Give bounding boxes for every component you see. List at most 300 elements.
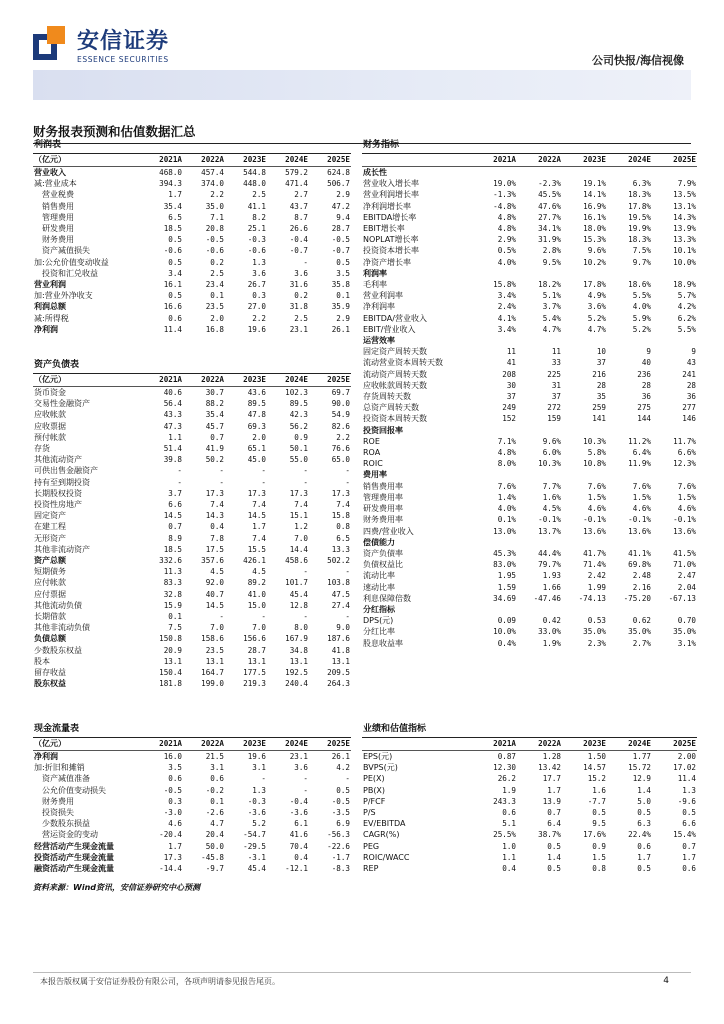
value-cell: 18.0%	[583, 224, 606, 234]
table-row	[33, 301, 351, 312]
subsection-header: 费用率	[363, 470, 387, 480]
value-cell: 83.0%	[493, 560, 516, 570]
value-cell: 0.2	[294, 291, 308, 301]
year-header: 2025E	[309, 154, 351, 167]
value-cell: 45.0	[247, 455, 266, 465]
value-cell: 272	[547, 403, 561, 413]
empty-cell	[562, 268, 607, 279]
row-label: PB(X)	[363, 785, 386, 795]
table-row	[362, 773, 697, 784]
value-cell: 25.5%	[493, 830, 516, 840]
value-cell: 1.6%	[542, 492, 561, 502]
financial-ratios-table	[362, 139, 697, 649]
table-row	[33, 555, 351, 566]
value-cell: 11.4	[163, 324, 182, 334]
value-cell: 0.5	[168, 235, 182, 245]
row-label: 负债总额	[34, 634, 66, 644]
value-cell: -	[303, 477, 308, 487]
value-cell: 35.9	[331, 302, 350, 312]
value-cell: 31	[551, 380, 561, 390]
unit-label: （亿元）	[33, 374, 141, 387]
value-cell: 1.59	[497, 582, 516, 592]
value-cell: 39.8	[163, 455, 182, 465]
value-cell: 12.9	[632, 774, 651, 784]
value-cell: 7.6%	[497, 481, 516, 491]
row-label: 净利润率	[363, 302, 395, 312]
row-label: 营业收入	[34, 168, 66, 177]
value-cell: -	[261, 774, 266, 784]
year-header: 2023E	[562, 154, 607, 167]
value-cell: 13.1	[163, 656, 182, 666]
value-cell: 16.8	[205, 324, 224, 334]
value-cell: 43.3	[163, 410, 182, 420]
value-cell: 0.7	[547, 808, 561, 818]
value-cell: 17.3	[331, 488, 350, 498]
value-cell: -22.6	[327, 841, 350, 851]
value-cell: 146	[682, 414, 696, 424]
value-cell: 3.1%	[677, 638, 696, 648]
value-cell: -75.20	[623, 593, 651, 603]
table-row	[33, 566, 351, 577]
empty-cell	[607, 537, 652, 548]
value-cell: -0.2	[205, 785, 224, 795]
value-cell: 0.9	[294, 432, 308, 442]
value-cell: 0.5	[547, 841, 561, 851]
table-row	[33, 622, 351, 633]
value-cell: 7.9%	[677, 179, 696, 189]
value-cell: 6.5	[168, 212, 182, 222]
value-cell: 2.5	[210, 268, 224, 278]
value-cell: 13.5%	[673, 190, 696, 200]
value-cell: 471.4	[285, 179, 308, 189]
value-cell: 34.1%	[538, 224, 561, 234]
value-cell: 11.7%	[673, 436, 696, 446]
value-cell: 144	[637, 414, 651, 424]
value-cell: 40.6	[163, 388, 182, 397]
value-cell: 1.5%	[632, 492, 651, 502]
value-cell: -0.5	[331, 796, 350, 806]
row-label: 预付帐款	[34, 432, 66, 442]
table-row	[33, 773, 351, 784]
value-cell: 19.6	[247, 752, 266, 761]
empty-cell	[472, 167, 517, 179]
value-cell: 1.5%	[677, 492, 696, 502]
value-cell: 0.5	[336, 257, 350, 267]
empty-cell	[652, 268, 697, 279]
row-label: 投资活动产生现金流量	[34, 852, 114, 862]
value-cell: 65.0	[331, 455, 350, 465]
row-label: 总资产周转天数	[363, 403, 419, 413]
value-cell: 35.8	[331, 280, 350, 290]
value-cell: 357.6	[201, 556, 224, 566]
column-header-row	[33, 154, 351, 167]
value-cell: 11.2%	[628, 436, 651, 446]
value-cell: 3.6%	[587, 302, 606, 312]
table-row	[33, 807, 351, 818]
table-row	[33, 499, 351, 510]
value-cell: -0.7	[289, 246, 308, 256]
table-row	[362, 852, 697, 863]
value-cell: 82.6	[331, 421, 350, 431]
value-cell: 275	[637, 403, 651, 413]
table-row	[33, 510, 351, 521]
value-cell: 42.3	[289, 410, 308, 420]
value-cell: 45.7	[205, 421, 224, 431]
year-header: 2022A	[183, 374, 225, 387]
row-label: 毛利率	[363, 280, 387, 290]
value-cell: 65.1	[247, 444, 266, 454]
value-cell: 0.7	[168, 522, 182, 532]
row-label: EBIT增长率	[363, 224, 405, 234]
value-cell: -12.1	[285, 864, 308, 874]
table-row	[362, 257, 697, 268]
value-cell: 7.0	[294, 533, 308, 543]
value-cell: 0.5	[168, 257, 182, 267]
section-title-row	[33, 139, 351, 154]
row-label: 应付帐款	[34, 578, 66, 588]
year-header: 2022A	[517, 738, 562, 751]
value-cell: 23.5	[205, 645, 224, 655]
value-cell: 50.0	[205, 841, 224, 851]
value-cell: 26.1	[331, 752, 350, 761]
value-cell: 219.3	[243, 679, 266, 689]
value-cell: 23.5	[205, 302, 224, 312]
value-cell: -0.3	[247, 796, 266, 806]
value-cell: 0.5	[592, 808, 606, 818]
row-label: 投资和汇兑收益	[34, 268, 98, 278]
value-cell: 13.3	[331, 544, 350, 554]
value-cell: 9.5%	[542, 257, 561, 267]
column-header-row	[33, 374, 351, 387]
year-header: 2021A	[472, 154, 517, 167]
value-cell: 0.42	[542, 616, 561, 626]
value-cell: 13.6%	[583, 526, 606, 536]
table-row	[33, 678, 351, 689]
value-cell: 14.3%	[673, 212, 696, 222]
value-cell: -	[345, 567, 350, 577]
value-cell: 35.0%	[673, 627, 696, 637]
value-cell: 4.6	[168, 819, 182, 829]
value-cell: 5.5%	[632, 291, 651, 301]
value-cell: 7.6%	[677, 481, 696, 491]
row-label: 营业利润率	[363, 291, 403, 301]
value-cell: 7.1%	[497, 436, 516, 446]
value-cell: 13.7%	[538, 526, 561, 536]
value-cell: -3.0	[163, 808, 182, 818]
value-cell: 15.3%	[583, 235, 606, 245]
table-row	[362, 189, 697, 200]
value-cell: 19.0%	[493, 179, 516, 189]
row-label: 股息收益率	[363, 638, 403, 648]
row-label: 投资资本增长率	[363, 246, 419, 256]
table-row	[362, 841, 697, 852]
value-cell: 7.5	[168, 623, 182, 633]
value-cell: 0.7	[682, 841, 696, 851]
empty-cell	[652, 425, 697, 436]
value-cell: 241	[682, 369, 696, 379]
row-label: 其他非流动资产	[34, 544, 90, 554]
row-label: 应收票据	[34, 421, 66, 431]
value-cell: 3.5	[336, 268, 350, 278]
value-cell: 13.1%	[673, 201, 696, 211]
year-header: 2023E	[225, 738, 267, 751]
row-label: 应收帐款周转天数	[363, 380, 427, 390]
table-row	[33, 189, 351, 200]
value-cell: 5.5%	[677, 324, 696, 334]
value-cell: 13.6%	[628, 526, 651, 536]
value-cell: 33	[551, 358, 561, 368]
value-cell: -0.1%	[583, 515, 606, 525]
value-cell: 19.5%	[628, 212, 651, 222]
value-cell: 28	[686, 380, 696, 390]
row-label: ROIC/WACC	[363, 852, 410, 862]
row-label: 净利润增长率	[363, 201, 411, 211]
empty-cell	[652, 469, 697, 480]
value-cell: 6.9	[336, 819, 350, 829]
value-cell: 37	[596, 358, 606, 368]
empty-cell	[472, 604, 517, 615]
section-title-row	[33, 723, 351, 738]
row-label: 流动比率	[363, 571, 395, 581]
subsection-row	[362, 268, 697, 279]
row-label: 四费/营业收入	[363, 526, 414, 536]
value-cell: 0.1	[210, 291, 224, 301]
value-cell: 3.4%	[497, 291, 516, 301]
value-cell: 0.5	[547, 864, 561, 874]
value-cell: 56.4	[163, 399, 182, 409]
value-cell: 18.9%	[673, 280, 696, 290]
value-cell: -	[303, 567, 308, 577]
year-header: 2022A	[517, 154, 562, 167]
year-header: 2024E	[267, 154, 309, 167]
value-cell: 35.0	[205, 201, 224, 211]
value-cell: 17.7	[542, 774, 561, 784]
value-cell: -3.6	[289, 808, 308, 818]
value-cell: 7.4	[252, 500, 266, 510]
value-cell: -	[345, 466, 350, 476]
value-cell: -0.1%	[538, 515, 561, 525]
value-cell: 1.5%	[587, 492, 606, 502]
value-cell: 579.2	[285, 168, 308, 177]
value-cell: 3.6	[294, 763, 308, 773]
value-cell: -	[303, 612, 308, 622]
empty-cell	[517, 425, 562, 436]
value-cell: -3.5	[331, 808, 350, 818]
value-cell: 9.6%	[542, 436, 561, 446]
value-cell: 249	[502, 403, 516, 413]
value-cell: 3.6	[252, 268, 266, 278]
value-cell: 31.6	[289, 280, 308, 290]
value-cell: 8.0	[294, 623, 308, 633]
value-cell: 3.4%	[497, 324, 516, 334]
value-cell: 36	[686, 392, 696, 402]
value-cell: 156.6	[243, 634, 266, 644]
value-cell: 23.1	[289, 324, 308, 334]
table-row	[362, 615, 697, 626]
value-cell: -0.7	[331, 246, 350, 256]
value-cell: 33.0%	[538, 627, 561, 637]
table-row	[362, 313, 697, 324]
value-cell: 0.4%	[497, 638, 516, 648]
value-cell: 15.8	[331, 511, 350, 521]
value-cell: 41.9	[205, 444, 224, 454]
value-cell: -20.4	[159, 830, 182, 840]
row-label: 应收帐款	[34, 410, 66, 420]
value-cell: 30.7	[205, 388, 224, 397]
value-cell: 14.5	[163, 511, 182, 521]
value-cell: 177.5	[243, 668, 266, 678]
table-row	[33, 432, 351, 443]
value-cell: 40.7	[205, 589, 224, 599]
table-row	[362, 503, 697, 514]
value-cell: -0.4	[289, 796, 308, 806]
table-row	[33, 398, 351, 409]
value-cell: 92.0	[205, 578, 224, 588]
value-cell: 4.6%	[677, 504, 696, 514]
value-cell: 4.6%	[632, 504, 651, 514]
value-cell: 41	[506, 358, 516, 368]
value-cell: 15.2	[587, 774, 606, 784]
value-cell: 41.7%	[583, 548, 606, 558]
value-cell: 8.9	[168, 533, 182, 543]
value-cell: 12.30	[493, 763, 516, 773]
row-label: 减:所得税	[34, 313, 69, 323]
value-cell: 6.3	[637, 819, 651, 829]
row-label: 投资资本周转天数	[363, 414, 427, 424]
table-row	[33, 751, 351, 763]
table-row	[362, 178, 697, 189]
value-cell: 50.1	[289, 444, 308, 454]
value-cell: -1.3%	[493, 190, 516, 200]
value-cell: 16.0	[163, 752, 182, 761]
report-type: 公司快报/海信视像	[591, 54, 684, 67]
year-header: 2023E	[225, 374, 267, 387]
table-row	[33, 167, 351, 179]
value-cell: 5.2%	[587, 313, 606, 323]
empty-cell	[517, 469, 562, 480]
value-cell: -0.3	[247, 235, 266, 245]
value-cell: 101.7	[285, 578, 308, 588]
value-cell: 0.5	[682, 808, 696, 818]
subsection-header: 偿债能力	[363, 537, 395, 547]
value-cell: 426.1	[243, 556, 266, 566]
row-label: 营运资金的变动	[34, 830, 98, 840]
value-cell: 11.3	[163, 567, 182, 577]
value-cell: 7.1	[210, 212, 224, 222]
table-row	[33, 589, 351, 600]
row-label: 速动比率	[363, 582, 395, 592]
table-row	[362, 357, 697, 368]
value-cell: 9.0	[336, 623, 350, 633]
value-cell: 1.9	[502, 785, 516, 795]
value-cell: 26.2	[497, 774, 516, 784]
value-cell: -0.5	[331, 235, 350, 245]
value-cell: 2.42	[587, 571, 606, 581]
table-row	[33, 488, 351, 499]
value-cell: 17.8%	[583, 280, 606, 290]
table-row	[33, 600, 351, 611]
value-cell: 34.69	[493, 593, 516, 603]
value-cell: 0.1%	[497, 515, 516, 525]
value-cell: 16.1%	[583, 212, 606, 222]
table-row	[362, 290, 697, 301]
table-row	[362, 796, 697, 807]
value-cell: 240.4	[285, 679, 308, 689]
value-cell: 6.3%	[632, 179, 651, 189]
value-cell: 13.3%	[673, 235, 696, 245]
value-cell: 2.9	[336, 313, 350, 323]
value-cell: 5.1%	[542, 291, 561, 301]
value-cell: 208	[502, 369, 516, 379]
value-cell: 5.2	[252, 819, 266, 829]
row-label: 股本	[34, 656, 50, 666]
section-title-row	[362, 139, 697, 154]
value-cell: 544.8	[243, 168, 266, 177]
value-cell: 0.87	[497, 752, 516, 761]
row-label: EBITDA增长率	[363, 212, 417, 222]
value-cell: 90.0	[331, 399, 350, 409]
value-cell: 0.09	[497, 616, 516, 626]
value-cell: 3.7	[168, 488, 182, 498]
row-label: 经营活动产生现金流量	[34, 841, 114, 851]
value-cell: 13.42	[538, 763, 561, 773]
value-cell: 3.1	[210, 763, 224, 773]
value-cell: 7.7%	[542, 481, 561, 491]
value-cell: 159	[547, 414, 561, 424]
subsection-row	[362, 537, 697, 548]
value-cell: 10.3%	[583, 436, 606, 446]
value-cell: 28.7	[331, 224, 350, 234]
value-cell: 28.7	[247, 645, 266, 655]
table-row	[33, 863, 351, 874]
value-cell: 0.5	[637, 864, 651, 874]
value-cell: 8.0%	[497, 459, 516, 469]
value-cell: 158.6	[201, 634, 224, 644]
value-cell: 19.6	[247, 324, 266, 334]
row-label: 无形资产	[34, 533, 66, 543]
section-title: 财务指标	[362, 139, 697, 154]
value-cell: 10.8%	[583, 459, 606, 469]
value-cell: 10.1%	[673, 246, 696, 256]
value-cell: 0.6	[682, 864, 696, 874]
value-cell: 6.6	[168, 500, 182, 510]
value-cell: 0.6	[168, 313, 182, 323]
value-cell: 1.2	[294, 522, 308, 532]
value-cell: 6.1	[294, 819, 308, 829]
row-label: 财务费用	[34, 796, 74, 806]
value-cell: 27.0	[247, 302, 266, 312]
subsection-row	[362, 335, 697, 346]
table-row	[362, 413, 697, 424]
table-row	[33, 409, 351, 420]
row-label: 股东权益	[34, 679, 66, 689]
value-cell: 7.4	[252, 533, 266, 543]
row-label: 少数股东权益	[34, 645, 82, 655]
value-cell: 9.7%	[632, 257, 651, 267]
value-cell: 2.2	[210, 190, 224, 200]
value-cell: 71.4%	[583, 560, 606, 570]
value-cell: 0.1	[210, 796, 224, 806]
value-cell: 0.4	[210, 522, 224, 532]
value-cell: 32.8	[163, 589, 182, 599]
row-label: 交易性金融资产	[34, 399, 90, 409]
row-label: 财务费用	[34, 235, 74, 245]
empty-cell	[562, 604, 607, 615]
value-cell: 43.7	[289, 201, 308, 211]
value-cell: 23.1	[289, 752, 308, 761]
value-cell: 2.04	[677, 582, 696, 592]
row-label: 少数股东损益	[34, 819, 90, 829]
